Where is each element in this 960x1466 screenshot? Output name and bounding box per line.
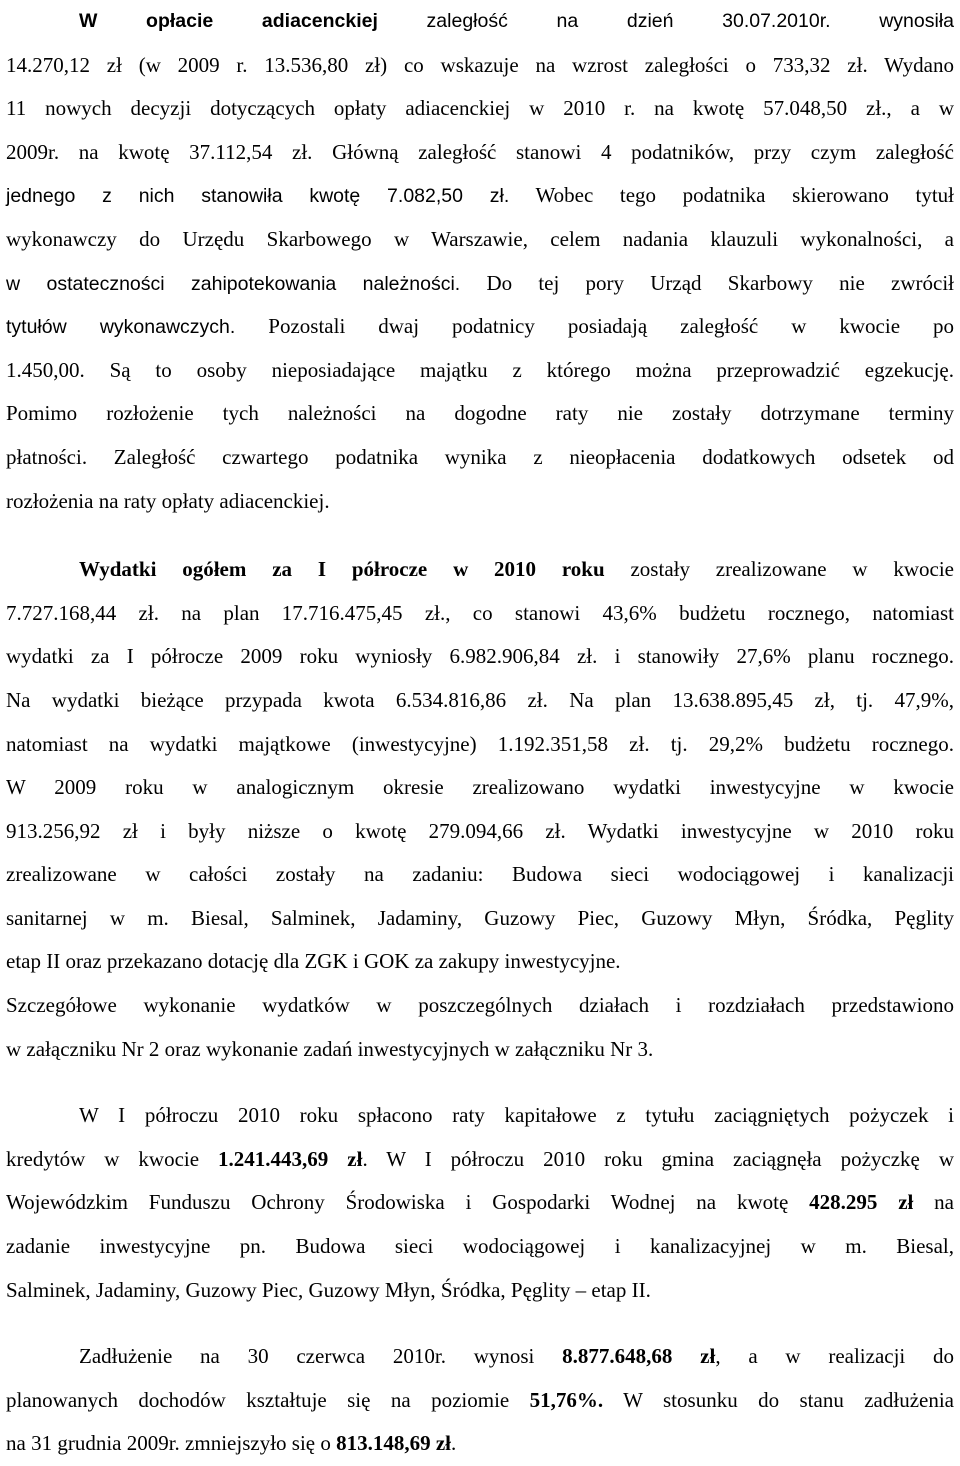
bold-amount: 8.877.648,68 zł xyxy=(562,1344,716,1369)
text-line xyxy=(6,1181,954,1225)
text-line xyxy=(6,262,954,306)
text-span: Wojewódzkim Funduszu Ochrony Środowiska i Gospodarki Wodnej na kwotę xyxy=(6,1190,810,1215)
text-line xyxy=(6,0,954,44)
bold-phrase: Wydatki ogółem za I półrocze w 2010 roku xyxy=(79,557,605,582)
text-line: sanitarnej w m. Biesal, Salminek, Jadaminy, Guzowy Piec, Guzowy Młyn, Śródka, Pęglity xyxy=(6,905,954,930)
text-line: W 2009 roku w analogicznym okresie zrealizowano wydatki inwestycyjne w kwocie xyxy=(6,775,954,800)
text-line xyxy=(6,174,954,218)
text-line xyxy=(6,1335,954,1379)
bold-amount: 428.295 zł xyxy=(809,1190,914,1215)
text-span: planowanych dochodów kształtuje się na poziomie xyxy=(6,1387,530,1412)
bold-amount: 1.241.443,69 zł xyxy=(218,1146,363,1171)
text-line xyxy=(6,1138,954,1182)
text-span: zostały zrealizowane w kwocie xyxy=(604,557,954,582)
text-line: w załączniku Nr 2 oraz wykonanie zadań inwestycyjnych w załączniku Nr 3. xyxy=(6,1036,654,1061)
text-line: 14.270,12 zł (w 2009 r. 13.536,80 zł) co wskazuje na wzrost zaległości o 733,32 zł. Wydano xyxy=(6,52,954,77)
text-line: zrealizowane w całości zostały na zadaniu: Budowa sieci wodociągowej i kanalizacji xyxy=(6,862,954,887)
text-line: Na wydatki bieżące przypada kwota 6.534.816,86 zł. Na plan 13.638.895,45 zł, tj. 47,9%, xyxy=(6,687,954,712)
bold-amount: 813.148,69 zł xyxy=(336,1431,452,1456)
text-span: Wobec tego podatnika skierowano tytuł xyxy=(509,183,954,208)
bold-amount: 51,76%. xyxy=(529,1387,604,1412)
text-span: Zadłużenie na 30 czerwca 2010r. wynosi xyxy=(79,1344,563,1369)
bold-phrase: W opłacie adiacenckiej xyxy=(79,10,378,32)
text-span: Są to osoby nieposiadające majątku z którego można przeprowadzić egzekucję. xyxy=(84,357,954,382)
text-line: wykonawczy do Urzędu Skarbowego w Warszawie, celem nadania klauzuli wykonalności, a xyxy=(6,226,954,251)
text-line: Salminek, Jadaminy, Guzowy Piec, Guzowy Młyn, Śródka, Pęglity – etap II. xyxy=(6,1277,651,1302)
paragraph-wydatki xyxy=(6,548,954,1071)
text-span: Pozostali dwaj podatnicy posiadają zaległość w kwocie po xyxy=(235,314,954,339)
text-line: Szczegółowe wykonanie wydatków w poszczególnych działach i rozdziałach przedstawiono xyxy=(6,993,954,1018)
text-line: W I półroczu 2010 roku spłacono raty kapitałowe z tytułu zaciągniętych pożyczek i xyxy=(79,1103,954,1128)
paragraph-spacer xyxy=(6,1312,954,1335)
text-span: tytułów wykonawczych. xyxy=(6,316,236,339)
text-line: 913.256,92 zł i były niższe o kwotę 279.094,66 zł. Wydatki inwestycyjne w 2010 roku xyxy=(6,818,954,843)
text-line: zadanie inwestycyjne pn. Budowa sieci wodociągowej i kanalizacyjnej w m. Biesal, xyxy=(6,1234,954,1259)
text-line: wydatki za I półrocze 2009 roku wyniosły 6.982.906,84 zł. i stanowiły 27,6% planu rocznego. xyxy=(6,644,954,669)
text-line xyxy=(6,349,954,393)
text-span: w ostateczności zahipotekowania należności. xyxy=(6,272,461,295)
text-span: . xyxy=(451,1431,457,1456)
text-span: na xyxy=(913,1190,954,1215)
text-line: 11 nowych decyzji dotyczących opłaty adiacenckiej w 2010 r. na kwotę 57.048,50 zł., a w xyxy=(6,96,954,121)
text-line xyxy=(6,1379,954,1423)
text-span: , a w realizacji do xyxy=(715,1344,955,1369)
text-span: 1.450,00. xyxy=(6,357,85,382)
text-span: zaległość na dzień 30.07.2010r. wynosiła xyxy=(377,10,954,32)
text-span: Do tej pory Urząd Skarbowy nie zwrócił xyxy=(460,270,954,295)
text-span: jednego z nich stanowiła kwotę 7.082,50 zł. xyxy=(6,185,510,208)
text-line: natomiast na wydatki majątkowe (inwestycyjne) 1.192.351,58 zł. tj. 29,2% budżetu rocznego. xyxy=(6,731,954,756)
text-line: płatności. Zaległość czwartego podatnika wynika z nieopłacenia dodatkowych odsetek od xyxy=(6,444,954,469)
text-line: Pomimo rozłożenie tych należności na dogodne raty nie zostały dotrzymane terminy xyxy=(6,401,954,426)
text-span: kredytów w kwocie xyxy=(6,1146,219,1171)
text-line xyxy=(6,548,954,592)
paragraph-spacer xyxy=(6,523,954,548)
paragraph-adiacencka xyxy=(6,0,954,523)
text-line xyxy=(6,131,954,175)
text-line xyxy=(6,305,954,349)
text-span: W stosunku do stanu zadłużenia xyxy=(603,1387,954,1412)
text-span: na 31 grudnia 2009r. zmniejszyło się o xyxy=(6,1431,337,1456)
text-line xyxy=(6,1422,954,1466)
text-line: 7.727.168,44 zł. na plan 17.716.475,45 zł., co stanowi 43,6% budżetu rocznego, natomiast xyxy=(6,600,954,625)
text-line: etap II oraz przekazano dotację dla ZGK i GOK za zakupy inwestycyjne. xyxy=(6,949,621,974)
paragraph-zadluzenie xyxy=(6,1335,954,1466)
text-span: 2009r. na kwotę 37.112,54 zł. xyxy=(6,139,313,164)
text-line: rozłożenia na raty opłaty adiacenckiej. xyxy=(6,488,330,513)
text-span: Główną zaległość stanowi 4 podatników, przy czym zaległość xyxy=(312,139,954,164)
paragraph-pozyczki xyxy=(6,1094,954,1312)
paragraph-spacer xyxy=(6,1071,954,1094)
text-span: . W I półroczu 2010 roku gmina zaciągnęła pożyczkę w xyxy=(362,1146,954,1171)
